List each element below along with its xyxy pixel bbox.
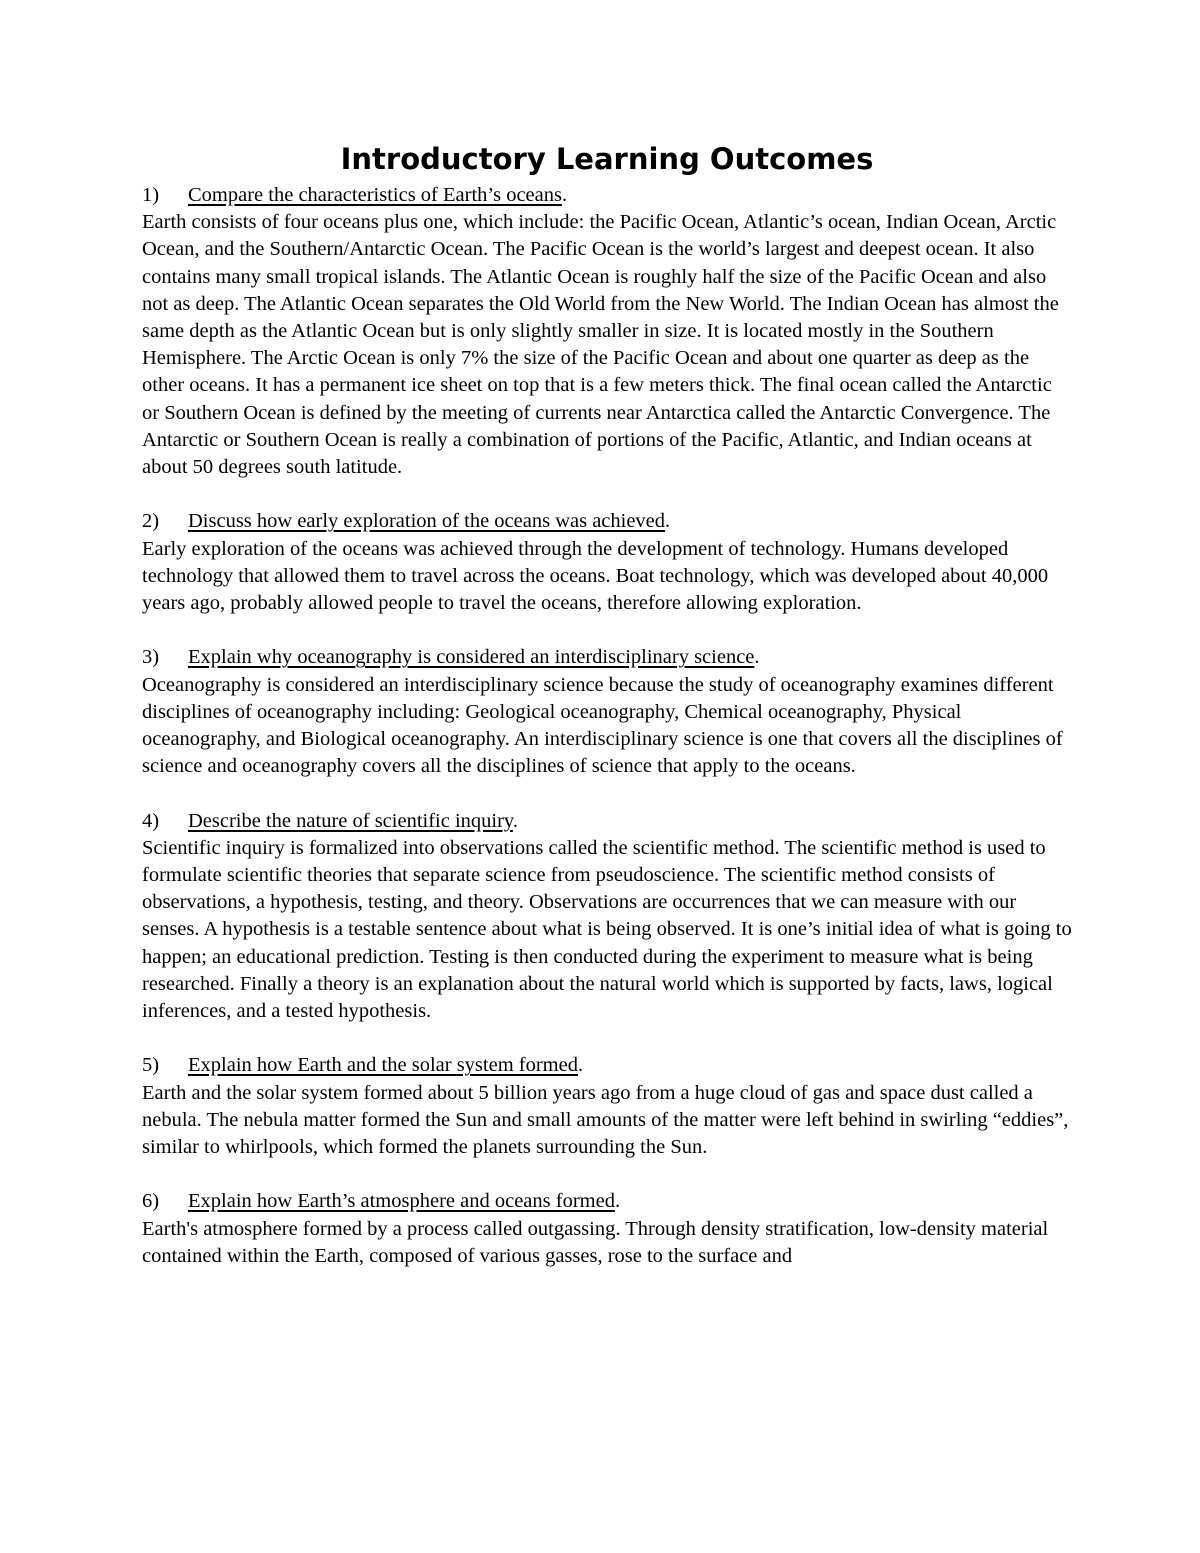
outcome-number: 6) (142, 1190, 160, 1213)
outcome-heading: Explain how Earth and the solar system formed (188, 1054, 578, 1077)
outcome-6 (142, 1188, 1072, 1270)
outcome-heading-line (142, 644, 1072, 671)
outcome-heading-line (142, 182, 1072, 209)
outcome-heading-punct: . (614, 1190, 621, 1213)
outcome-heading-punct: . (754, 646, 760, 669)
outcome-body: Early exploration of the oceans was achieved through the development of technology. Humans developed technology that allowed them to travel across the oceans. Boat technology, which was developed about 40,000 years ago, probably allowed people to travel the oceans, therefore allowing exploration. (142, 537, 1049, 615)
outcome-heading-line (142, 1052, 1072, 1079)
document-title: Introductory Learning Outcomes (340, 142, 874, 176)
outcome-number: 3) (142, 646, 160, 669)
outcome-2 (142, 508, 1072, 617)
outcome-number: 2) (142, 510, 160, 533)
outcome-number: 1) (142, 184, 160, 206)
outcome-4 (142, 808, 1072, 1026)
outcome-heading: Describe the nature of scientific inquiry (188, 809, 513, 832)
outcome-number: 5) (142, 1054, 160, 1077)
outcome-heading-line (142, 508, 1072, 535)
outcome-5 (142, 1052, 1072, 1161)
outcome-body: Oceanography is considered an interdisciplinary science because the study of oceanography examines different disciplines of oceanography including: Geological oceanography, Chemical oceanography, Physical oceanography, and Biological oceanography. An interdisciplinary science is one that covers all the disciplines of science and oceanography covers all the disciplines of science that apply to the oceans. (142, 673, 1063, 778)
outcome-3 (142, 644, 1072, 780)
outcome-heading-punct: . (577, 1054, 584, 1077)
outcome-1 (142, 182, 1072, 481)
outcome-number: 4) (142, 809, 160, 832)
outcome-body: Earth's atmosphere formed by a process called outgassing. Through density stratification, low-density material contained within the Earth, composed of various gasses, rose to the surface and (142, 1217, 1049, 1267)
outcome-heading: Compare the characteristics of Earth’s oceans (188, 184, 562, 206)
outcome-heading-line (142, 808, 1072, 835)
outcome-heading-punct: . (561, 184, 568, 206)
outcome-body: Earth consists of four oceans plus one, which include: the Pacific Ocean, Atlantic’s ocean, Indian Ocean, Arctic Ocean, and the Southern/Antarctic Ocean. The Pacific Ocean is the world’s largest and deepest ocean. It also contains many small tropical islands. The Atlantic Ocean is roughly half the size of the Pacific Ocean and also not as deep. The Atlantic Ocean separates the Old World from the New World. The Indian Ocean has almost the same depth as the Atlantic Ocean but is only slightly smaller in size. It is located mostly in the Southern Hemisphere. The Arctic Ocean is only 7% the size of the Pacific Ocean and about one quarter as deep as the other oceans. It has a permanent ice sheet on top that is a few meters thick. The final ocean called the Antarctic or Southern Ocean is defined by the meeting of currents near Antarctica called the Antarctic Convergence. The Antarctic or Southern Ocean is really a combination of portions of the Pacific, Atlantic, and Indian oceans at about 50 degrees south latitude. (142, 211, 1059, 479)
outcome-body: Earth and the solar system formed about 5 billion years ago from a huge cloud of gas and space dust called a nebula. The nebula matter formed the Sun and small amounts of the matter were left behind in swirling “eddies”, similar to whirlpools, which formed the planets surrounding the Sun. (142, 1081, 1069, 1159)
outcome-heading: Explain how Earth’s atmosphere and oceans formed (188, 1190, 615, 1213)
outcome-heading-punct: . (512, 809, 518, 832)
outcome-heading: Discuss how early exploration of the oceans was achieved (188, 510, 666, 533)
outcome-heading: Explain why oceanography is considered an interdisciplinary science (188, 646, 755, 669)
outcome-heading-punct: . (665, 510, 671, 533)
document-content (142, 140, 1072, 1270)
outcome-heading-line (142, 1188, 1072, 1215)
outcome-body: Scientific inquiry is formalized into observations called the scientific method. The scientific method is used to formulate scientific theories that separate science from pseudoscience. The scientific method consists of observations, a hypothesis, testing, and theory. Observations are occurrences that we can measure with our senses. A hypothesis is a testable sentence about what is being observed. It is one’s initial idea of what is going to happen; an educational prediction. Testing is then conducted during the experiment to measure what is being researched. Finally a theory is an explanation about the natural world which is supported by facts, laws, logical inferences, and a tested hypothesis. (142, 836, 1072, 1023)
